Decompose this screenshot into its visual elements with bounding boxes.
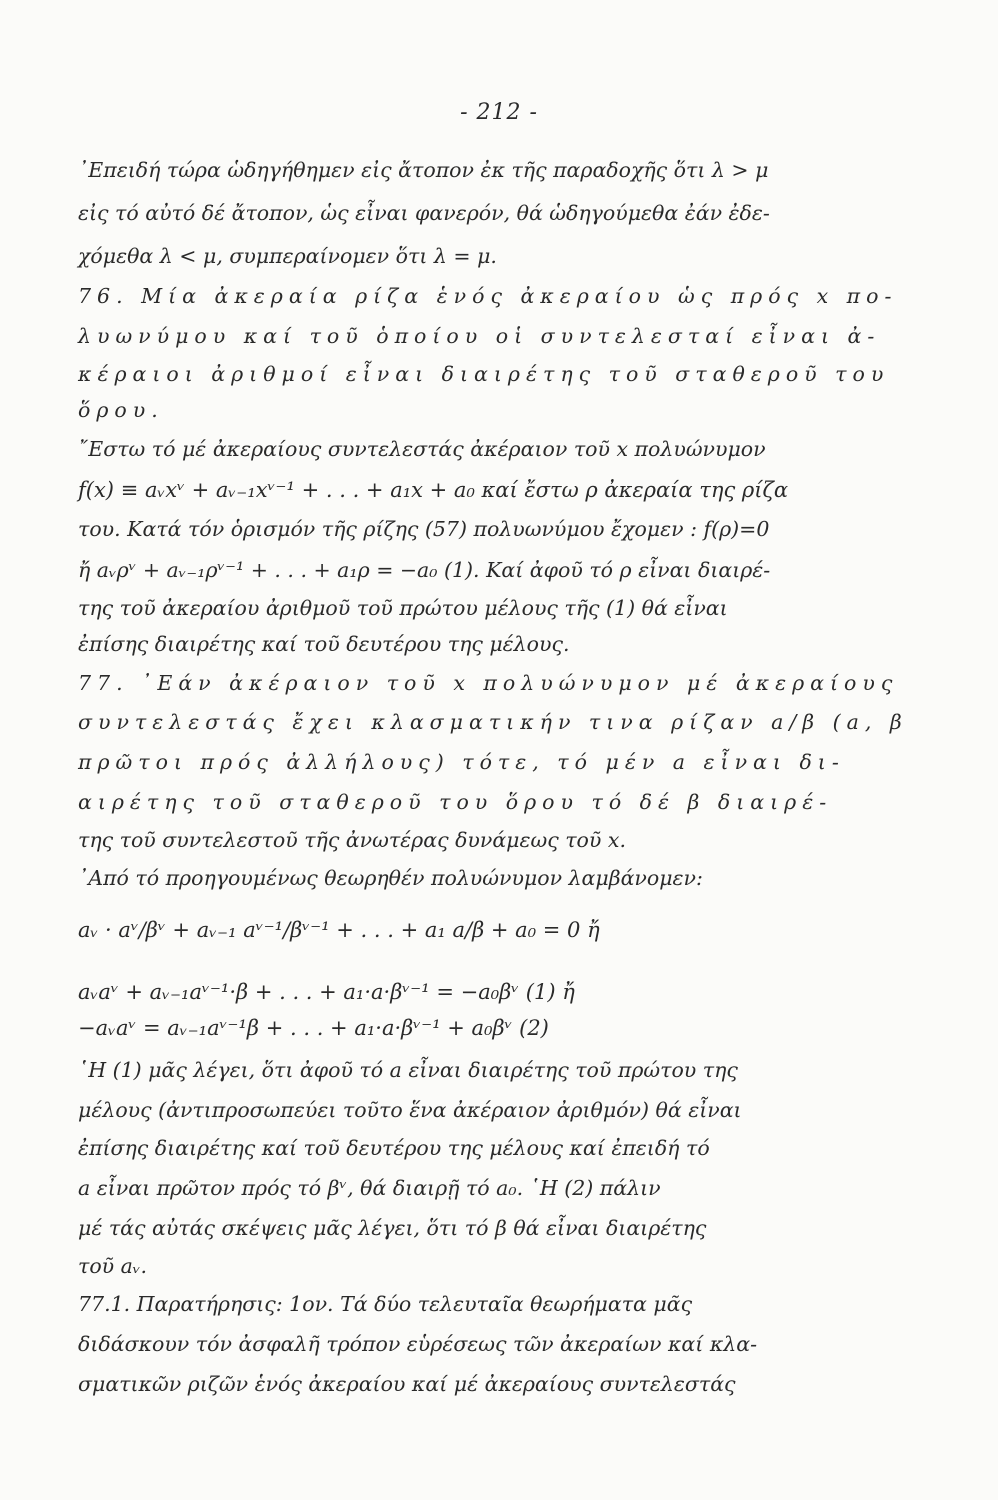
text-line: κέραιοι ἀριθμοί εἶναι διαιρέτης τοῦ σταθεροῦ του [78,362,890,386]
text-line: a εἶναι πρῶτον πρός τό βᵛ, θά διαιρῇ τό a₀. ῾Η (2) πάλιν [78,1176,661,1200]
text-line: συντελεστάς ἔχει κλασματικήν τινα ρίζαν a/β (a, β [78,710,908,734]
theorem-76-heading: 76. Μία ἀκεραία ρίζα ἑνός ἀκεραίου ὡς πρός x πο- [78,284,898,308]
polynomial-equation: f(x) ≡ aᵥxᵛ + aᵥ₋₁xᵛ⁻¹ + . . . + a₁x + a₀ καί ἔστω ρ ἀκεραία της ρίζα [78,478,789,502]
text-line: ἐπίσης διαιρέτης καί τοῦ δευτέρου της μέλους. [78,632,570,656]
text-line: ἤ aᵥρᵛ + aᵥ₋₁ρᵛ⁻¹ + . . . + a₁ρ = −a₀ (1). Καί ἀφοῦ τό ρ εἶναι διαιρέ- [78,558,771,582]
text-line: σματικῶν ριζῶν ἑνός ἀκεραίου καί μέ ἀκεραίους συντελεστάς [78,1372,736,1396]
text-line: τοῦ aᵥ. [78,1254,148,1278]
text-line: μέλους (ἀντιπροσωπεύει τοῦτο ἕνα ἀκέραιον ἀριθμόν) θά εἶναι [78,1098,742,1122]
text-line: του. Κατά τόν ὁρισμόν τῆς ρίζης (57) πολυωνύμου ἔχομεν : f(ρ)=0 [78,517,770,541]
text-line: ὅρου. [78,398,164,422]
text-line: ᾿Από τό προηγουμένως θεωρηθέν πολυώνυμον λαμβάνομεν: [78,866,703,890]
equation-1: aᵥaᵛ + aᵥ₋₁aᵛ⁻¹·β + . . . + a₁·a·βᵛ⁻¹ = −a₀βᵛ (1) ἤ [78,980,575,1004]
text-line: εἰς τό αὐτό δέ ἄτοπον, ὡς εἶναι φανερόν, θά ὡδηγούμεθα ἐάν ἐδε- [78,201,770,225]
text-line: πρῶτοι πρός ἀλλήλους) τότε, τό μέν a εἶναι δι- [78,750,845,774]
text-line: μέ τάς αὐτάς σκέψεις μᾶς λέγει, ὅτι τό β θά εἶναι διαιρέτης [78,1216,707,1240]
equation-2: −aᵥaᵛ = aᵥ₋₁aᵛ⁻¹β + . . . + a₁·a·βᵛ⁻¹ + a₀βᵛ (2) [78,1016,549,1040]
text-line: της τοῦ ἀκεραίου ἀριθμοῦ τοῦ πρώτου μέλους τῆς (1) θά εἶναι [78,596,728,620]
equation-fractions: aᵥ · aᵛ/βᵛ + aᵥ₋₁ aᵛ⁻¹/βᵛ⁻¹ + . . . + a₁ a/β + a₀ = 0 ἤ [78,918,600,942]
text-line: χόμεθα λ < μ, συμπεραίνομεν ὅτι λ = μ. [78,244,497,268]
text-line: διδάσκουν τόν ἀσφαλῆ τρόπον εὑρέσεως τῶν ἀκεραίων καί κλα- [78,1332,758,1356]
text-line: ᾿Επειδή τώρα ὡδηγήθημεν εἰς ἄτοπον ἐκ τῆς παραδοχῆς ὅτι λ > μ [78,158,769,182]
text-line: λυωνύμου καί τοῦ ὁποίου οἱ συντελεσταί εἶναι ἀ- [78,324,881,348]
page-number: - 212 - [460,100,538,125]
text-line: της τοῦ συντελεστοῦ τῆς ἀνωτέρας δυνάμεως τοῦ x. [78,828,626,852]
remark-heading: 77.1. Παρατήρησις: 1ον. Τά δύο τελευταῖα θεωρήματα μᾶς [78,1292,693,1316]
theorem-77-heading: 77. ᾿Εάν ἀκέραιον τοῦ x πολυώνυμον μέ ἀκεραίους [78,671,899,695]
text-line: ῎Εστω τό μέ ἀκεραίους συντελεστάς ἀκέραιον τοῦ x πολυώνυμον [78,437,766,461]
text-line: ἐπίσης διαιρέτης καί τοῦ δευτέρου της μέλους καί ἐπειδή τό [78,1136,710,1160]
text-line: ῾Η (1) μᾶς λέγει, ὅτι ἀφοῦ τό a εἶναι διαιρέτης τοῦ πρώτου της [78,1058,738,1082]
text-line: αιρέτης τοῦ σταθεροῦ του ὅρου τό δέ β διαιρέ- [78,790,833,814]
